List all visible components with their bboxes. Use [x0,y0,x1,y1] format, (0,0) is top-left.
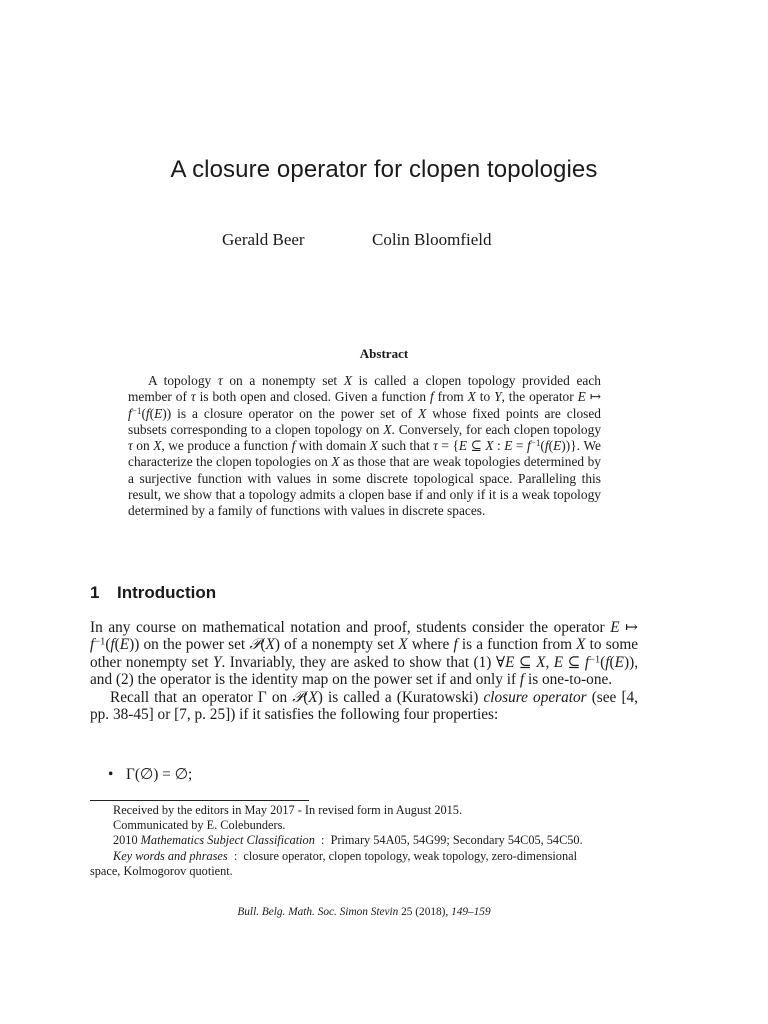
section-title: Introduction [117,583,217,602]
communicated-note: Communicated by E. Colebunders. [113,818,286,833]
bullet-icon: • [108,766,114,783]
introduction-text: In any course on mathematical notation and proof, students consider the operator E ↦ $f^{-1}(f(E))$ on the power set 𝒫(X) of a nonempty set X where f is a function from X to some other nonempty set Y. Invariably, they are asked to show that (1) ∀E ⊆ X, E ⊆ $f^{-1}(f(E))$, and (2) the operator is the identity map on the power set if and only if f is one-to-one. Recall that an operator Γ on 𝒫(X) is called a (Kuratowski) closure operator (see [4, pp. 38-45] or [7, p. 25]) if it satisfies the following four properties: [90,619,639,724]
abstract-heading: Abstract [359,346,409,361]
msc-note: 2010 Mathematics Subject Classification : Primary 54A05, 54G99; Secondary 54C05, 54C50. [113,833,583,848]
abstract-body: A topology τ on a nonempty set X is called a clopen topology provided each member of τ is both open and closed. Given a function f from X to Y, the operator E ↦ $f^{-1}(f(E))$ is a closure operator on the power set of X whose fixed points are closed subsets corresponding to a clopen topology on X. Conversely, for each clopen topology τ on X, we produce a function f with domain X such that τ = {E ⊆ X : $E = f^{-1}(f(E))$}. We characterize the clopen topologies on X as those that are weak topologies determined by a surjective function with values in some discrete topological space. Paralleling this result, we show that a topology admits a clopen base if and only if it is a weak topology determined by a family of functions with values in discrete spaces. [128,373,602,519]
paper-title: A closure operator for clopen topologies [170,156,598,183]
author-name: Colin Bloomfield [372,230,492,249]
journal-citation: Bull. Belg. Math. Soc. Simon Stevin 25 (2018), 149–159 [237,906,491,918]
author-name: Gerald Beer [222,230,305,249]
keywords-note: Key words and phrases : closure operator, clopen topology, weak topology, zero-dimensional [113,848,577,863]
footnote-divider [90,800,309,801]
received-note: Received by the editors in May 2017 - In revised form in August 2015. [113,803,463,817]
footnotes [90,803,638,879]
section-number: 1 [90,583,100,602]
section-heading [90,583,216,603]
keywords-note-continued: space, Kolmogorov quotient. [90,863,233,878]
list-item: • Γ(∅) = ∅; [108,766,193,783]
